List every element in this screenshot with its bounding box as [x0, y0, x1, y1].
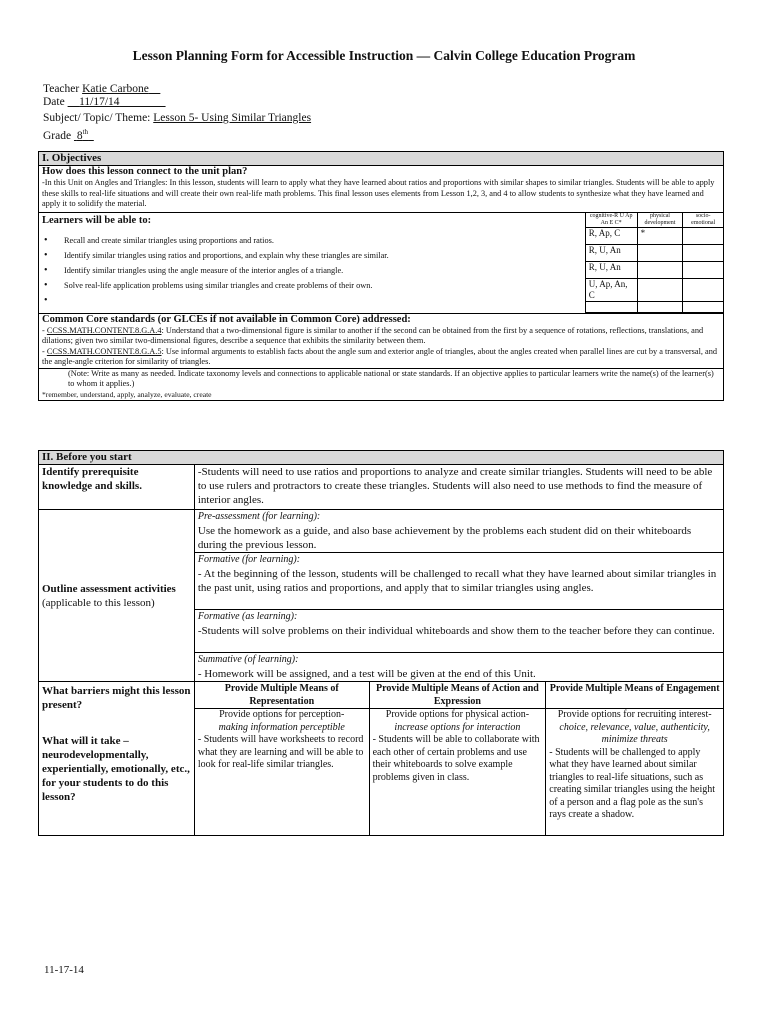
date-line: Date 11/17/14 [43, 96, 120, 108]
grade-line: Grade 8th [43, 128, 89, 142]
objectives-table [38, 151, 724, 401]
col-cognitive: cognitive-R U Ap An E C* [585, 212, 637, 227]
page-title: Lesson Planning Form for Accessible Instruction — Calvin College Education Program [132, 48, 636, 63]
cog-cell: R, U, An [585, 261, 637, 278]
list-item: • Solve real-life application problems using similar triangles and create problems of their own. [64, 278, 582, 293]
summ-title: Summative (of learning): [197, 654, 299, 665]
form1-text: - At the beginning of the lesson, students will be challenged to recall what they have learned about similar triangles in the past unit, using ratios and proportions, and apply that to similar triangles using angles. [197, 568, 717, 594]
act-head: Provide Multiple Means of Action and Expression [369, 682, 546, 709]
footer-date: 11-17-14 [44, 964, 84, 976]
cog-cell: U, Ap, An, C [585, 278, 637, 301]
subject-line: Subject/ Topic/ Theme: Lesson 5- Using Similar Triangles [43, 112, 312, 124]
barriers-label: What barriers might this lesson present? [42, 685, 191, 711]
cog-cell: R, U, An [585, 244, 637, 261]
prereq-label: Identify prerequisite knowledge and skills. [39, 465, 195, 510]
unit-text: -In this Unit on Angles and Triangles: In this lesson, students will learn to apply what they have learned about ratios and proportions with similar shapes to similar triangles. Students will be able to apply these skills to real-life situations and will create their own real-life math problems. This final lesson uses elements from Lesson 1,2, 3, and 4 to allow students to synthesize what they have learned and apply it to solidify the material. [42, 178, 715, 208]
list-item: • Identify similar triangles using ratios and proportions, and explain why these triangles are similar. [64, 248, 582, 263]
eng-head: Provide Multiple Means of Engagement [546, 682, 724, 709]
learners-label: Learners will be able to: [42, 214, 152, 226]
teacher-value: Katie Carbone [82, 83, 149, 95]
list-item: • Recall and create similar triangles using proportions and ratios. [64, 233, 582, 248]
list-item [64, 293, 582, 308]
summ-text: - Homework will be assigned, and a test will be given at the end of this Unit. [197, 668, 536, 680]
take-label: What will it take – neurodevelopmentally, experientially, emotionally, etc., for your students to do this lesson? [42, 735, 190, 803]
unit-question: How does this lesson connect to the unit plan? [42, 166, 248, 177]
before-table: II. Before you start Identify prerequisite knowledge and skills. -Students will need to use ratios and proportions to analyze and create similar triangles. Students will need to be able to use rulers and protractors to create these triangles. Students will also need to use methods to find the measure of interior angles. Outline assessment activities (applicable to this lesson) Pre-assessment (for learning): Use the homework as a guide, and also base achievement by the problems each student did on their whiteboards during the previous lesson. Formative (for learning): - At the beginning of the lesson, students will be challenged to recall what they have learned about similar triangles in the past unit, using ratios and proportions, and apply that to similar triangles using angles. Formative (as learning): -Students will solve problems on their individual whiteboards and show them to the teacher before they can continue. Summative (of learning): - Homework will be assigned, and a test will be given at the end of this Unit. What barriers might this lesson present? What will it take – neurodevelopmentally, experientially, emotionally, etc., for your students to do this lesson? Provide Multiple Means of Representation Provide Multiple Means of Action and Expression Provide Multiple Means of Engagement Provide options for perception- making information perceptible - Students will have worksheets to record what they are learning and will be able to look for real-life similar triangles. Provide options for physical action- increase options for interaction - Students will be able to collaborate with each other of certain problems and use their whiteboards to solve example problems given in class. Provide options for recruiting interest- choice, relevance, value, authenticity, minimize threats - Students will be challenged to apply what they have learned about similar triangles to real-life situations, such as creating similar triangles using the height of a person and a flag pole as the sun's rays create a shadow. [38, 450, 724, 836]
form1-title: Formative (for learning): [197, 554, 301, 565]
act-text: - Students will be able to collaborate with each other of certain problems and use their whiteboards to solve example problems given in class. [372, 734, 540, 783]
teacher-line: Teacher Katie Carbone [43, 83, 149, 95]
rep-head: Provide Multiple Means of Representation [194, 682, 369, 709]
form2-title: Formative (as learning): [197, 611, 298, 622]
cc-label: Common Core standards (or GLCEs if not available in Common Core) addressed: [42, 313, 411, 325]
form2-text: -Students will solve problems on their individual whiteboards and show them to the teacher before they can continue. [197, 625, 715, 637]
prereq-text: -Students will need to use ratios and proportions to analyze and create similar triangles. Students will need to be able to use rulers and protractors to create these triangles. Students will also need to use methods to find the measure of interior angles. [194, 465, 723, 510]
col-socio: socio-emotional [683, 212, 724, 227]
note: (Note: Write as many as needed. Indicate taxonomy levels and connections to applicable national or state standards. If an objective applies to particular learners write the name(s) of the learner(s) to whom it applies.) [68, 368, 714, 388]
grade-value: 8 [76, 129, 83, 142]
objectives-list [42, 233, 582, 308]
eng-text: - Students will be challenged to apply what they have learned about similar triangles to real-life situations, such as creating similar triangles using the height of a person and a flag pole as the sun's rays create a shadow. [549, 746, 716, 820]
assess-label: Outline assessment activities [42, 582, 176, 595]
cc-standard-2: - CCSS.MATH.CONTENT.8.G.A.5: Use informal arguments to establish facts about the angle sum and exterior angle of triangles, about the angles created when parallel lines are cut by a transversal, and the angle-angle criterion for similarity of triangles. [42, 346, 718, 366]
assess-sub: (applicable to this lesson) [42, 596, 155, 609]
pre-text: Use the homework as a guide, and also base achievement by the problems each student did on their whiteboards during the previous lesson. [197, 525, 692, 551]
list-item: • Identify similar triangles using the angle measure of the interior angles of a triangle. [64, 263, 582, 278]
objectives-header: I. Objectives [39, 152, 724, 166]
pre-title: Pre-assessment (for learning): [197, 511, 321, 522]
rep-text: - Students will have worksheets to record what they are learning and will be able to look for real-life similar triangles. [197, 734, 364, 770]
date-value: 11/17/14 [79, 96, 120, 108]
cog-cell: R, Ap, C [585, 227, 637, 244]
col-physical: physical development [637, 212, 683, 227]
footnote: *remember, understand, apply, analyze, evaluate, create [42, 389, 212, 399]
before-header: II. Before you start [39, 451, 724, 465]
cc-standard-1: - CCSS.MATH.CONTENT.8.G.A.4: Understand that a two-dimensional figure is similar to another if the second can be obtained from the first by a sequence of rotations, reflections, translations, and dilations; given two similar two-dimensional figures, describe a sequence that exhibits the similarity between them. [42, 325, 704, 345]
subject-value: Lesson 5- Using Similar Triangles [153, 112, 312, 124]
phys-cell: * [637, 227, 683, 244]
